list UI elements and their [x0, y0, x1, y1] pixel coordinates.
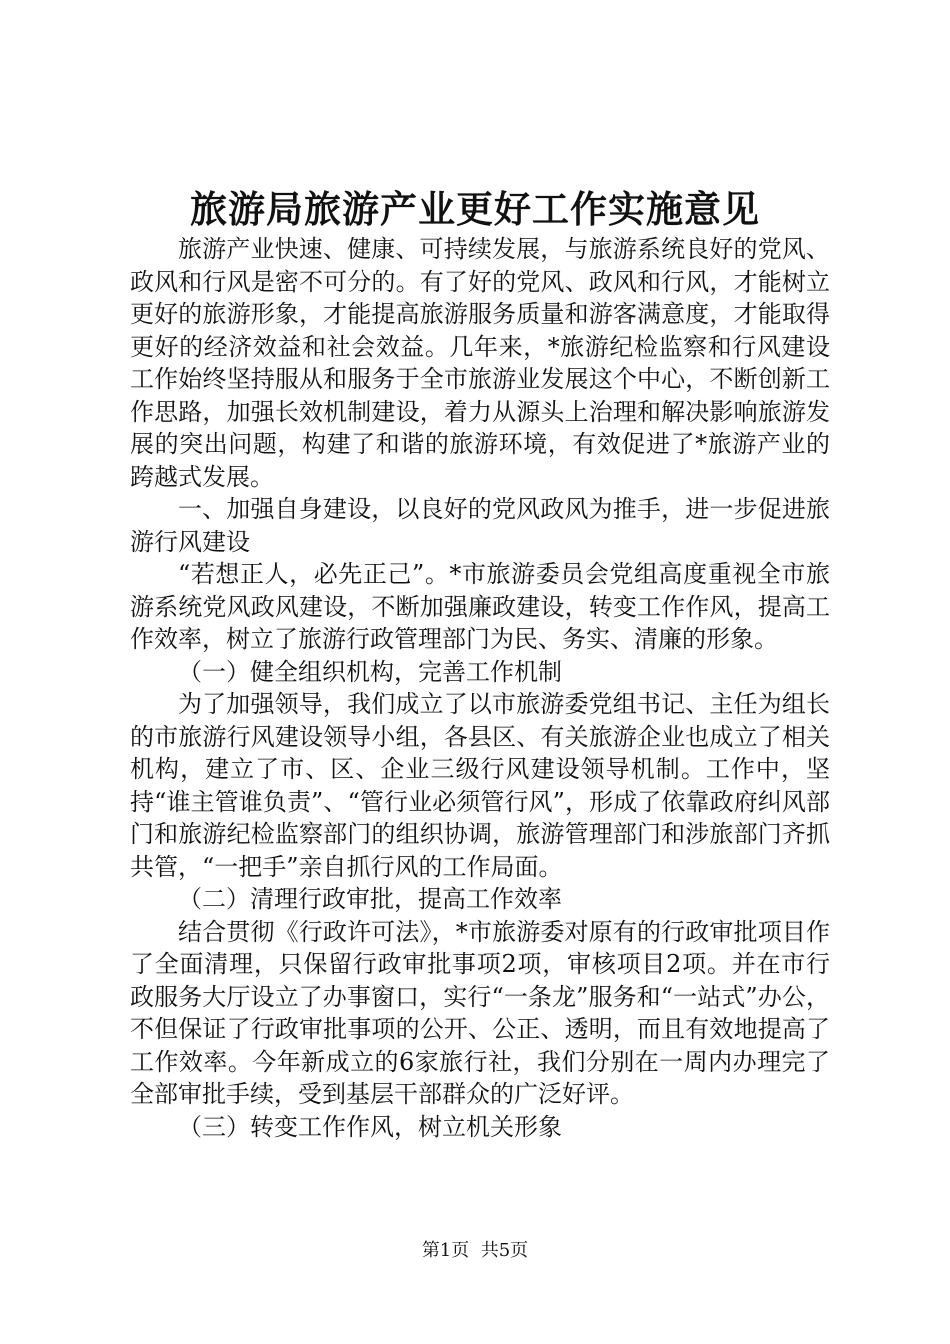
subsection-2-paragraph: 结合贯彻《行政许可法》，*市旅游委对原有的行政审批项目作了全面清理，只保留行政审批事项2项，审核项目2项。并在市行政服务大厅设立了办事窗口，实行“一条龙”服务和“一站式”办公，不但保证了行政审批事项的公开、公正、透明，而且有效地提高了工作效率。今年新成立的6家旅行社，我们分别在一周内办理完了全部审批手续，受到基层干部群众的广泛好评。 — [130, 917, 830, 1108]
section-heading-1: 一、加强自身建设，以良好的党风政风为推手，进一步促进旅游行风建设 — [130, 495, 830, 556]
page-total: 共5页 — [480, 1240, 529, 1261]
subsection-heading-1: （一）健全组织机构，完善工作机制 — [178, 657, 562, 686]
page-footer — [0, 1239, 950, 1263]
subsection-heading-2: （二）清理行政审批，提高工作效率 — [178, 885, 562, 913]
section-1-paragraph: “若想正人，必先正己”。*市旅游委员会党组高度重视全市旅游系统党风政风建设，不断加强廉政建设，转变工作作风，提高工作效率，树立了旅游行政管理部门为民、务实、清廉的形象。 — [130, 560, 830, 653]
intro-paragraph: 旅游产业快速、健康、可持续发展，与旅游系统良好的党风、政风和行风是密不可分的。有了好的党风、政风和行风，才能树立更好的旅游形象，才能提高旅游服务质量和游客满意度，才能取得更好的经济效益和社会效益。几年来，*旅游纪检监察和行风建设工作始终坚持服从和服务于全市旅游业发展这个中心，不断创新工作思路，加强长效机制建设，着力从源头上治理和解决影响旅游发展的突出问题，构建了和谐的旅游环境，有效促进了*旅游产业的跨越式发展。 — [130, 235, 830, 491]
footer-gap — [469, 1240, 480, 1261]
subsection-1-paragraph: 为了加强领导，我们成立了以市旅游委党组书记、主任为组长的市旅游行风建设领导小组，各县区、有关旅游企业也成立了相关机构，建立了市、区、企业三级行风建设领导机制。工作中，坚持“谁主管谁负责”、“管行业必须管行风”，形成了依靠政府纠风部门和旅游纪检监察部门的组织协调，旅游管理部门和涉旅部门齐抓共管，“一把手”亲自抓行风的工作局面。 — [130, 690, 830, 881]
subsection-heading-3: （三）转变工作作风，树立机关形象 — [178, 1112, 562, 1141]
page-number: 第1页 — [421, 1240, 470, 1261]
document-title: 旅游局旅游产业更好工作实施意见 — [190, 187, 760, 231]
document-body — [130, 233, 830, 1143]
